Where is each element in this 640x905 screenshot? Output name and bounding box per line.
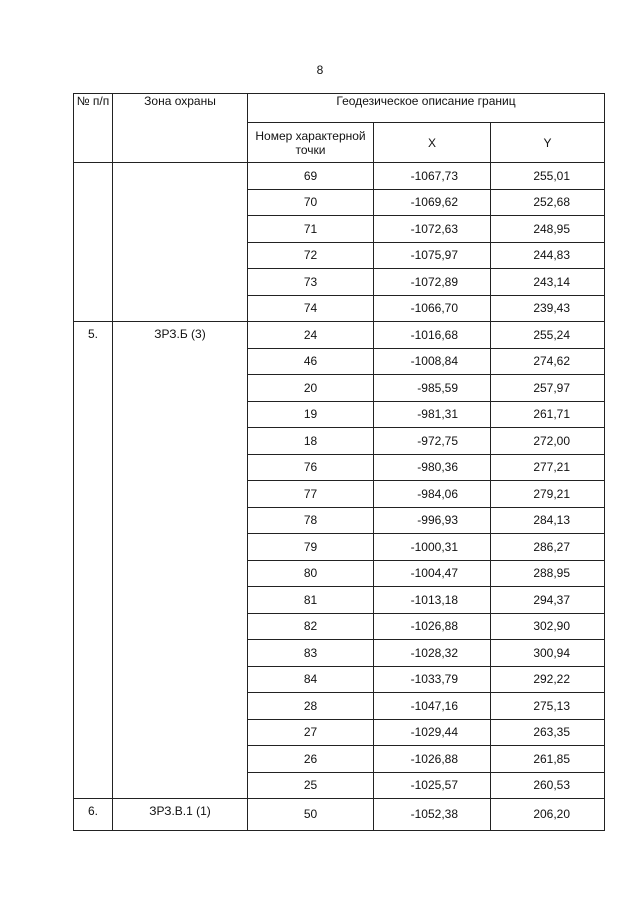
point-number-cell: 70 <box>248 189 374 216</box>
point-number-cell: 25 <box>248 772 374 799</box>
point-number-cell: 20 <box>248 375 374 402</box>
zone-cell: ЗРЗ.Б (3) <box>113 322 248 799</box>
row-number-cell <box>74 163 113 322</box>
y-coordinate-cell: 294,37 <box>491 587 605 614</box>
x-coordinate-cell: -1072,89 <box>374 269 491 296</box>
point-number-cell: 28 <box>248 693 374 720</box>
x-coordinate-cell: -981,31 <box>374 401 491 428</box>
x-coordinate-cell: -1067,73 <box>374 163 491 190</box>
table-row <box>74 322 605 349</box>
x-coordinate-cell: -1066,70 <box>374 295 491 322</box>
point-number-cell: 18 <box>248 428 374 455</box>
y-coordinate-cell: 302,90 <box>491 613 605 640</box>
header-geodetic-description: Геодезическое описание границ <box>248 94 605 123</box>
x-coordinate-cell: -1028,32 <box>374 640 491 667</box>
zone-cell <box>113 163 248 322</box>
x-coordinate-cell: -996,93 <box>374 507 491 534</box>
x-coordinate-cell: -984,06 <box>374 481 491 508</box>
x-coordinate-cell: -1026,88 <box>374 746 491 773</box>
x-coordinate-cell: -1004,47 <box>374 560 491 587</box>
table-body <box>74 163 605 831</box>
y-coordinate-cell: 300,94 <box>491 640 605 667</box>
y-coordinate-cell: 206,20 <box>491 799 605 831</box>
y-coordinate-cell: 275,13 <box>491 693 605 720</box>
y-coordinate-cell: 257,97 <box>491 375 605 402</box>
point-number-cell: 73 <box>248 269 374 296</box>
x-coordinate-cell: -1069,62 <box>374 189 491 216</box>
x-coordinate-cell: -1026,88 <box>374 613 491 640</box>
y-coordinate-cell: 248,95 <box>491 216 605 243</box>
header-zone: Зона охраны <box>113 94 248 163</box>
point-number-cell: 84 <box>248 666 374 693</box>
x-coordinate-cell: -972,75 <box>374 428 491 455</box>
x-coordinate-cell: -1029,44 <box>374 719 491 746</box>
x-coordinate-cell: -1013,18 <box>374 587 491 614</box>
point-number-cell: 81 <box>248 587 374 614</box>
point-number-cell: 72 <box>248 242 374 269</box>
point-number-cell: 79 <box>248 534 374 561</box>
page-number: 8 <box>316 63 324 77</box>
point-number-cell: 71 <box>248 216 374 243</box>
y-coordinate-cell: 252,68 <box>491 189 605 216</box>
header-y: Y <box>491 123 605 163</box>
x-coordinate-cell: -1047,16 <box>374 693 491 720</box>
x-coordinate-cell: -1052,38 <box>374 799 491 831</box>
table-row <box>74 163 605 190</box>
point-number-cell: 46 <box>248 348 374 375</box>
y-coordinate-cell: 244,83 <box>491 242 605 269</box>
point-number-cell: 82 <box>248 613 374 640</box>
point-number-cell: 19 <box>248 401 374 428</box>
y-coordinate-cell: 255,24 <box>491 322 605 349</box>
y-coordinate-cell: 243,14 <box>491 269 605 296</box>
row-number-cell: 5. <box>74 322 113 799</box>
x-coordinate-cell: -1075,97 <box>374 242 491 269</box>
point-number-cell: 69 <box>248 163 374 190</box>
x-coordinate-cell: -1008,84 <box>374 348 491 375</box>
y-coordinate-cell: 292,22 <box>491 666 605 693</box>
y-coordinate-cell: 274,62 <box>491 348 605 375</box>
y-coordinate-cell: 272,00 <box>491 428 605 455</box>
header-x: X <box>374 123 491 163</box>
point-number-cell: 77 <box>248 481 374 508</box>
y-coordinate-cell: 239,43 <box>491 295 605 322</box>
point-number-cell: 83 <box>248 640 374 667</box>
y-coordinate-cell: 279,21 <box>491 481 605 508</box>
row-number-cell: 6. <box>74 799 113 831</box>
x-coordinate-cell: -1000,31 <box>374 534 491 561</box>
x-coordinate-cell: -1016,68 <box>374 322 491 349</box>
y-coordinate-cell: 277,21 <box>491 454 605 481</box>
y-coordinate-cell: 286,27 <box>491 534 605 561</box>
point-number-cell: 74 <box>248 295 374 322</box>
x-coordinate-cell: -980,36 <box>374 454 491 481</box>
y-coordinate-cell: 288,95 <box>491 560 605 587</box>
x-coordinate-cell: -985,59 <box>374 375 491 402</box>
y-coordinate-cell: 263,35 <box>491 719 605 746</box>
table-row <box>74 799 605 831</box>
point-number-cell: 78 <box>248 507 374 534</box>
y-coordinate-cell: 261,85 <box>491 746 605 773</box>
point-number-cell: 27 <box>248 719 374 746</box>
point-number-cell: 80 <box>248 560 374 587</box>
point-number-cell: 26 <box>248 746 374 773</box>
header-point-number: Номер характерной точки <box>248 123 374 163</box>
header-number: № п/п <box>74 94 113 163</box>
y-coordinate-cell: 261,71 <box>491 401 605 428</box>
y-coordinate-cell: 255,01 <box>491 163 605 190</box>
zone-cell: ЗРЗ.В.1 (1) <box>113 799 248 831</box>
y-coordinate-cell: 284,13 <box>491 507 605 534</box>
y-coordinate-cell: 260,53 <box>491 772 605 799</box>
point-number-cell: 76 <box>248 454 374 481</box>
x-coordinate-cell: -1025,57 <box>374 772 491 799</box>
point-number-cell: 50 <box>248 799 374 831</box>
table-header <box>74 94 605 163</box>
geodetic-table <box>73 93 605 831</box>
x-coordinate-cell: -1072,63 <box>374 216 491 243</box>
point-number-cell: 24 <box>248 322 374 349</box>
x-coordinate-cell: -1033,79 <box>374 666 491 693</box>
